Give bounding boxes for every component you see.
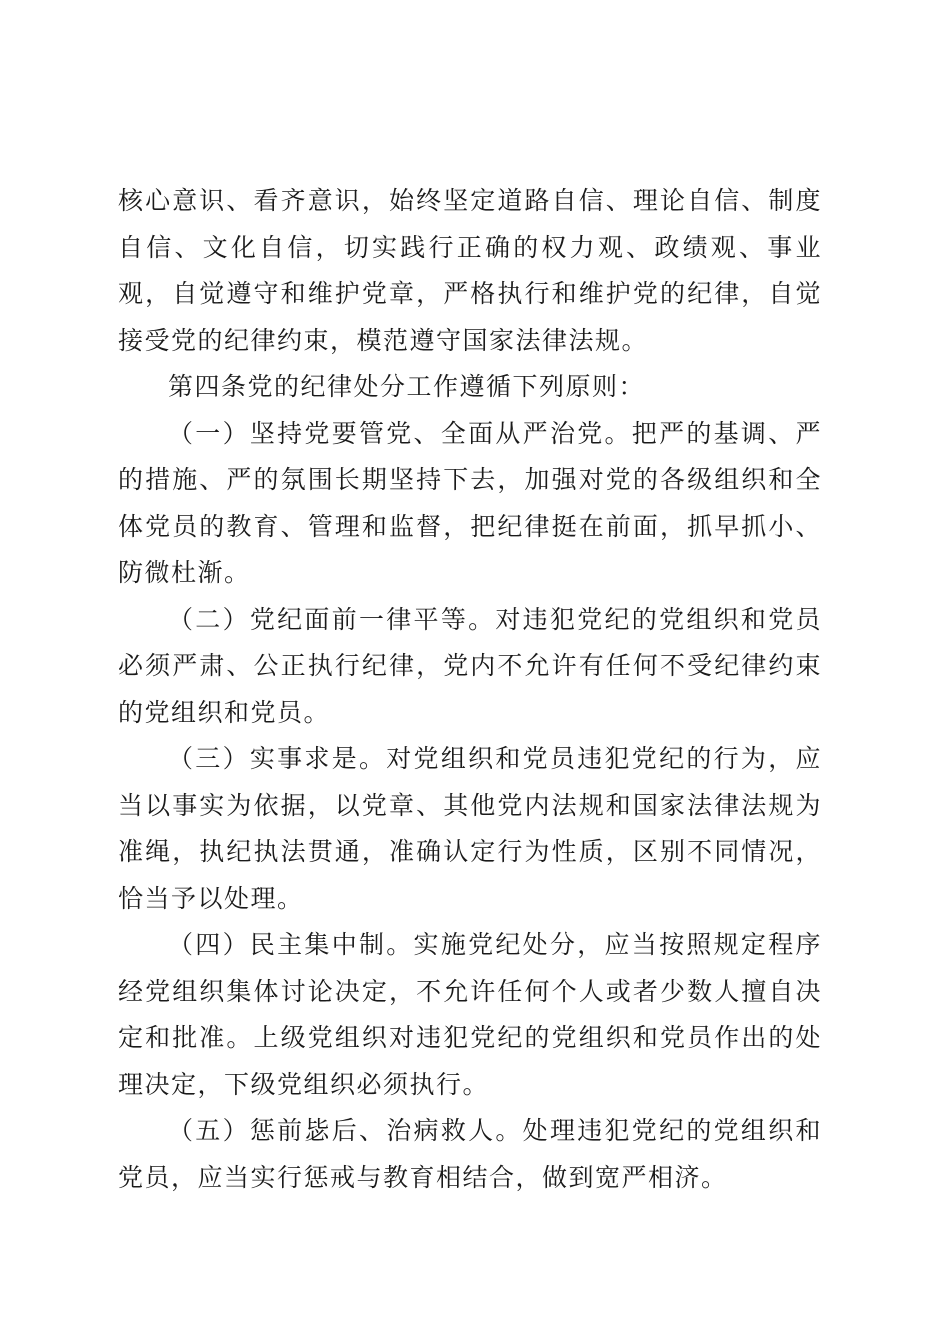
paragraph-continuation: 核心意识、看齐意识，始终坚定道路自信、理论自信、制度自信、文化自信，切实践行正确的权力观、政绩观、事业观，自觉遵守和维护党章，严格执行和维护党的纪律，自觉接受党的纪律约束，模范遵守国家法律法规。	[118, 186, 822, 355]
paragraph-principle-4: （四）民主集中制。实施党纪处分，应当按照规定程序经党组织集体讨论决定，不允许任何个人或者少数人擅自决定和批准。上级党组织对违犯党纪的党组织和党员作出的处理决定，下级党组织必须执行。	[118, 930, 822, 1099]
paragraph-principle-5: （五）惩前毖后、治病救人。处理违犯党纪的党组织和党员，应当实行惩戒与教育相结合，做到宽严相济。	[118, 1116, 822, 1192]
paragraph-principle-3: （三）实事求是。对党组织和党员违犯党纪的行为，应当以事实为依据，以党章、其他党内法规和国家法律法规为准绳，执纪执法贯通，准确认定行为性质，区别不同情况，恰当予以处理。	[118, 744, 822, 913]
paragraph-principle-1: （一）坚持党要管党、全面从严治党。把严的基调、严的措施、严的氛围长期坚持下去，加强对党的各级组织和全体党员的教育、管理和监督，把纪律挺在前面，抓早抓小、防微杜渐。	[118, 418, 822, 587]
document-body	[118, 178, 822, 1201]
paragraph-principle-2: （二）党纪面前一律平等。对违犯党纪的党组织和党员必须严肃、公正执行纪律，党内不允许有任何不受纪律约束的党组织和党员。	[118, 604, 822, 727]
paragraph-article-four: 第四条党的纪律处分工作遵循下列原则：	[168, 372, 646, 401]
